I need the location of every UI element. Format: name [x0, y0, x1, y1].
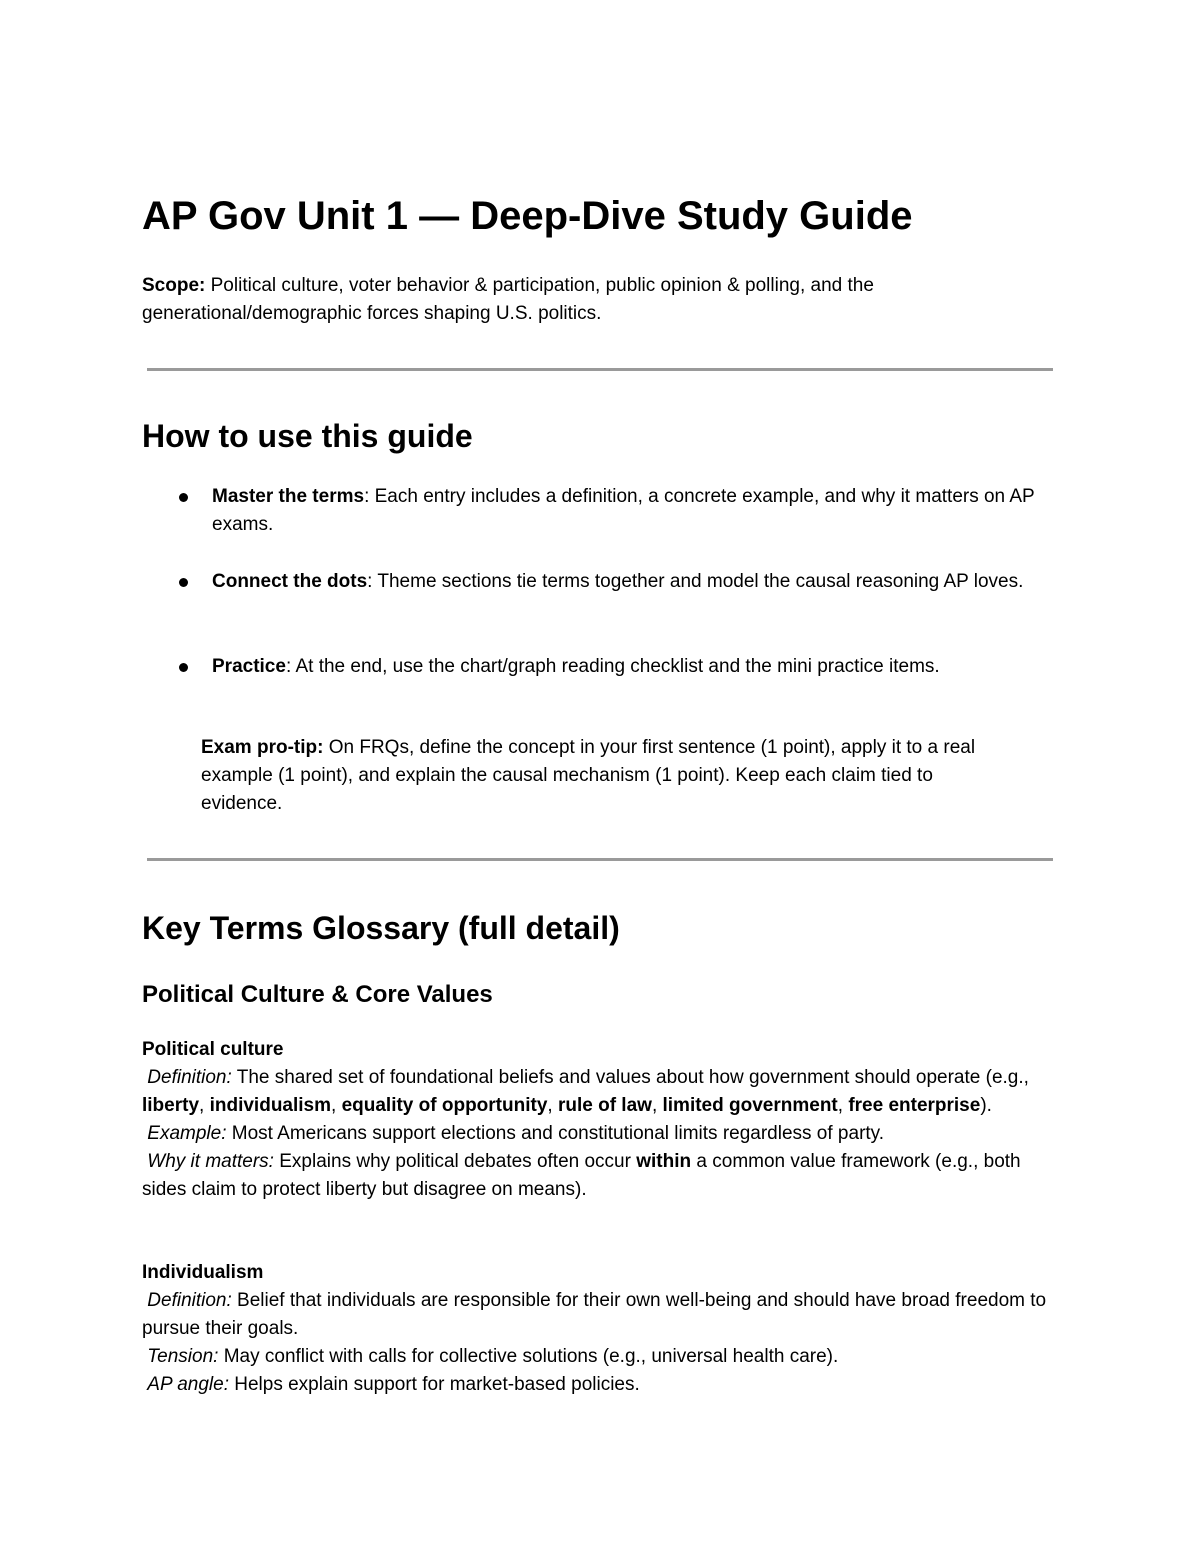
- section-heading-how-to-use: How to use this guide: [142, 418, 473, 454]
- text-segment: limited government: [662, 1095, 838, 1116]
- bullet-icon: [179, 493, 188, 502]
- divider: [147, 368, 1053, 371]
- exam-pro-tip: [201, 734, 1001, 818]
- text-segment: The shared set of foundational beliefs and values about how government should operate (e.g.,: [231, 1067, 1029, 1088]
- text-segment: Most Americans support elections and constitutional limits regardless of party.: [226, 1123, 885, 1144]
- text-segment: Helps explain support for market-based policies.: [228, 1374, 640, 1395]
- bullet-text: : At the end, use the chart/graph reading checklist and the mini practice items.: [285, 656, 940, 677]
- definition-label: Definition:: [147, 1290, 232, 1311]
- divider: [147, 858, 1053, 861]
- scope-paragraph: [142, 272, 1062, 328]
- text-segment: ,: [331, 1095, 342, 1116]
- text-segment: ).: [980, 1095, 992, 1116]
- ap-angle-line: [142, 1374, 640, 1395]
- list-item: [212, 653, 1062, 681]
- tension-label: Tension:: [147, 1346, 219, 1367]
- bullet-label: Master the terms: [212, 486, 365, 507]
- page-title: AP Gov Unit 1 — Deep-Dive Study Guide: [142, 194, 913, 238]
- tension-line: [142, 1346, 838, 1367]
- definition-line: [142, 1067, 1029, 1116]
- definition-line: [142, 1290, 1046, 1339]
- text-segment: a common value framework (e.g., both sides claim to protect liberty but disagree on means).: [142, 1151, 1021, 1200]
- text-segment: rule of law: [557, 1095, 652, 1116]
- glossary-term-political-culture: [142, 1036, 1062, 1204]
- ap-angle-label: AP angle:: [147, 1374, 229, 1395]
- example-line: [142, 1123, 884, 1144]
- text-segment: liberty: [142, 1095, 200, 1116]
- text-segment: equality of opportunity: [341, 1095, 548, 1116]
- term-name: Individualism: [142, 1262, 264, 1283]
- example-label: Example:: [147, 1123, 227, 1144]
- why-label: Why it matters:: [147, 1151, 274, 1172]
- text-segment: Belief that individuals are responsible for their own well-being and should have broad freedom to pursue their goals.: [142, 1290, 1047, 1339]
- section-heading-glossary: Key Terms Glossary (full detail): [142, 910, 620, 946]
- term-name: Political culture: [142, 1039, 284, 1060]
- scope-text: Political culture, voter behavior & participation, public opinion & polling, and the generational/demographic forces shaping U.S. politics.: [142, 275, 874, 324]
- text-segment: Explains why political debates often occur: [273, 1151, 637, 1172]
- text-segment: individualism: [209, 1095, 332, 1116]
- bullet-icon: [179, 663, 188, 672]
- text-segment: ,: [837, 1095, 849, 1116]
- bullet-label: Connect the dots: [212, 571, 368, 592]
- bullet-label: Practice: [212, 656, 286, 677]
- definition-label: Definition:: [147, 1067, 232, 1088]
- text-segment: ,: [199, 1095, 210, 1116]
- text-segment: free enterprise: [848, 1095, 981, 1116]
- text-segment: ,: [651, 1095, 663, 1116]
- bullet-text: : Each entry includes a definition, a concrete example, and why it matters on AP exams.: [212, 486, 1035, 535]
- text-segment: within: [636, 1151, 692, 1172]
- bullet-icon: [179, 578, 188, 587]
- why-line: [142, 1151, 1021, 1200]
- tip-text: On FRQs, define the concept in your first sentence (1 point), apply it to a real example (1 point), and explain the causal mechanism (1 point). Keep each claim tied to evidence.: [201, 737, 976, 814]
- scope-label: Scope:: [142, 275, 206, 296]
- list-item: [212, 568, 1062, 596]
- list-item: [212, 483, 1062, 539]
- glossary-term-individualism: [142, 1259, 1062, 1399]
- text-segment: ,: [547, 1095, 558, 1116]
- text-segment: May conflict with calls for collective solutions (e.g., universal health care).: [218, 1346, 839, 1367]
- subsection-heading: Political Culture & Core Values: [142, 981, 493, 1008]
- tip-label: Exam pro-tip:: [201, 737, 324, 758]
- bullet-text: : Theme sections tie terms together and model the causal reasoning AP loves.: [367, 571, 1024, 592]
